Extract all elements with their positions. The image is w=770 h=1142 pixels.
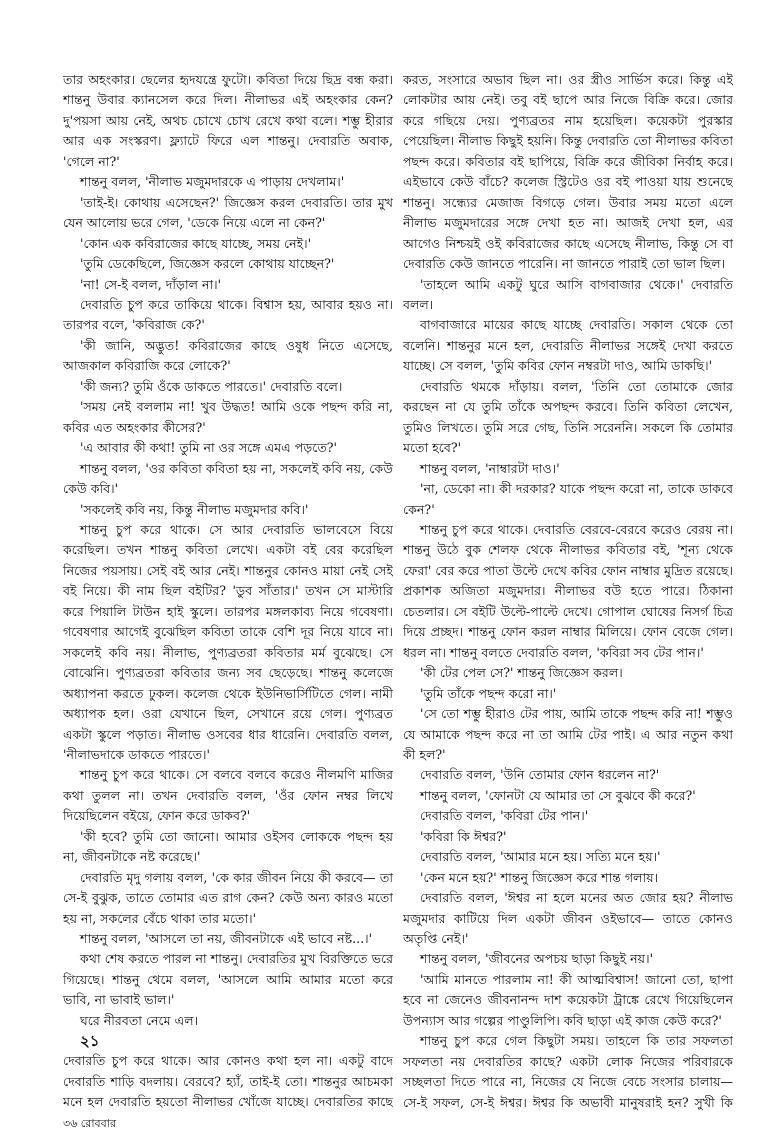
paragraph: শান্তনু বলল, 'জীবনের অপচয় ছাড়া কিছুই নয়।'	[420, 951, 654, 967]
paragraph: দেবারতি বলল, 'ঈশ্বর না হলে মনের অত জোর হয়? নীলাভ মজুমদার কাটিয়ে দিল একটা জীবন ওইভাবে— তাতে কোনও অতৃপ্তি নেই।'	[403, 890, 733, 947]
chapter-number: ২১	[80, 1032, 100, 1051]
paragraph: তার অহংকার। ছেলের হৃদযন্ত্রে ফুটো। কবিতা দিয়ে ছিদ্র বন্ধ করা। শান্তনু উবার ক্যানসেল করে দিল। নীলাভর এই অহংকার কেন? দু'পয়সা আয় নেই, অথচ চোখে চোখ রেখে কথা বলে। শম্ভু হীরার আর এক সংস্করণ। ফ্ল্যাটে ফিরে এল শান্তনু। দেবারতি অবাক, 'গেলে না?'	[63, 72, 393, 169]
paragraph: করত, সংসারে অভাব ছিল না। ওর স্ত্রীও সার্ভিস করে। কিন্তু এই লোকটার আয় নেই। তবু বই ছাপে আর নিজে বিক্রি করে। জোর করে গছিয়ে দেয়। পুণ্যব্রতর নাম হয়েছিল। কয়েকটা পুরস্কার পেয়েছিল। নীলাভ কিছুই হয়নি। কিন্তু দেবারতি তো নীলাভর কবিতা পছন্দ করে। কবিতার বই ছাপিয়ে, বিক্রি করে জীবিকা নির্বাহ করে। এইভাবে কেউ বাঁচে? কলেজ স্ট্রিটেও ওর বই পাওয়া যায় শুনেছে শান্তনু। সন্ধ্যের মেজাজ বিগড়ে গেল। উবার সময় মতো এলে নীলাভ মজুমদারের সঙ্গে দেখা হত না। আজই দেখা হল, এর আগেও নিশ্চয়ই ওই কবিরাজের কাছে এসেছে নীলাভ, কিন্তু সে বা দেবারতি কেউ জানতে পারেনি। না জানতে পারাই তো ভাল ছিল।	[403, 72, 733, 272]
paragraph: দেবারতি মৃদু গলায় বলল, 'কে কার জীবন নিয়ে কী করবে— তা সে-ই বুঝুক, তাতে তোমার এত রাগ কেন? কেউ অন্য কারও মতো হয় না, সকলের বেঁচে থাকা তার মতো।'	[63, 869, 393, 926]
paragraph: 'তাহলে আমি একটু ঘুরে আসি বাগবাজার থেকে।' দেবারতি বলল।	[403, 276, 733, 312]
paragraph: 'তাই-ই। কোথায় এসেছেন?' জিজ্ঞেস করল দেবারতি। তার মুখ যেন আলোয় ভরে গেল, 'ডেকে নিয়ে এলে না কেন?'	[63, 194, 393, 231]
paragraph: 'কী জন্য? তুমি ওঁকে ডাকতে পারতে।' দেবারতি বলে।	[80, 378, 343, 394]
paragraph: 'আমি মানতে পারলাম না! কী আত্মবিশ্বাস! জানো তো, ছাপা হবে না জেনেও জীবনানন্দ দাশ কয়েকটা ট্রাঙ্কে রেখে গিয়েছিলেন উপন্যাস আর গল্পের পাণ্ডুলিপি। কবি ছাড়া এই কাজ কেউ করে?'	[403, 971, 733, 1028]
paragraph: দেবারতি চুপ করে তাকিয়ে থাকে। বিশ্বাস হয়, আবার হয়ও না। তারপর বলে, 'কবিরাজ কে?'	[63, 296, 393, 333]
paragraph: দেবারতি বলল, 'উনি তোমার ফোন ধরলেন না?'	[420, 767, 660, 783]
paragraph: দেবারতি থমকে দাঁড়ায়। বলল, 'তিনি তো তোমাকে জোর করছেন না যে তুমি তাঁকে অপছন্দ করবে। তিনি কবিতা লেখেন, তুমিও লিখতে। তুমি সরে গেছ, তিনি সরেননি। সকলে কি তোমার মতো হবে?'	[403, 378, 733, 456]
paragraph: শান্তনু বলল, 'ফোনটা যে আমার তা সে বুঝবে কী করে?'	[420, 787, 696, 803]
paragraph: দেবারতি বলল, 'কবিরা টের পান।'	[420, 808, 589, 824]
paragraph: বাগবাজারে মায়ের কাছে যাচ্ছে দেবারতি। সকাল থেকে তো বলেনি। শান্তনুর মনে হল, দেবারতি নীলাভর সঙ্গেই দেখা করতে যাচ্ছে। সে বলল, 'তুমি কবির ফোন নম্বরটা দাও, আমি ডাকছি।'	[403, 317, 733, 374]
paragraph: শান্তনু চুপ করে গেল কিছুটা সময়। তাহলে কি তার সফলতা সফলতা নয় দেবারতির কাছে? একটা লোক নিজের পরিবারকে সচ্ছলতা দিতে পারে না, নিজের যে নিজে বেচে সংসার চালায়— সে-ই সফল, সে-ই ঈশ্বর। ঈশ্বর কি অভাবী মানুষরাই হন? সুখী কি	[403, 1033, 733, 1110]
paragraph: 'না! সে-ই বলল, দাঁড়াল না।'	[80, 276, 222, 292]
paragraph: 'কী টের পেল সে?' শান্তনু জিজ্ঞেস করল।	[420, 665, 623, 681]
paragraph: ঘরে নীরবতা নেমে এল।	[80, 1012, 199, 1028]
paragraph: 'কী হবে? তুমি তো জানো। আমার ওইসব লোককে পছন্দ হয় না, জীবনটাকে নষ্ট করেছে।'	[63, 828, 393, 865]
page-footer: ৩৬ রোববার	[63, 1117, 116, 1130]
paragraph: 'সকলেই কবি নয়, কিন্তু নীলাভ মজুমদার কবি।'	[80, 501, 309, 517]
paragraph: শান্তনু চুপ করে থাকে। দেবারতি বেরবে-বেরবে করেও বেরয় না। শান্তনু উঠে বুক শেলফ থেকে নীলাভর কবিতার বই, 'শূন্য থেকে ফেরা' বের করে পাতা উল্টে দেখে কবির ফোন নাম্বার মুদ্রিত রয়েছে। প্রকাশক অজিতা মজুমদার। নীলাভর বউ হতে পারে। ঠিকানা চেতলার। সে বইটি উল্টে-পাল্টে দেখে। গোপাল ঘোষের নিসর্গ চিত্র দিয়ে প্রচ্ছদ। শান্তনু ফোন করল নাম্বার মিলিয়ে। ফোন বেজে গেল। ধরল না। শান্তনু বলতে দেবারতি বলল, 'কবিরা সব টের পান।'	[403, 521, 733, 660]
paragraph: শান্তনু চুপ করে থাকে। সে বলবে বলবে করেও নীলমণি মাজির কথা তুলল না। তখন দেবারতি বলল, 'ওঁর ফোন নম্বর লিখে দিয়েছিলেন বইয়ে, ফোন করে ডাকব?'	[63, 767, 393, 824]
right-column	[403, 70, 733, 1115]
paragraph: শান্তনু বলল, 'নাম্বারটা দাও।'	[420, 460, 560, 476]
paragraph: কথা শেষ করতে পারল না শান্তনু। দেবারতির মুখ বিরক্তিতে ভরে গিয়েছে। শান্তনু থেমে বলল, 'আসলে আমি আমার মতো করে ভাবি, না ভাবাই ভাল।'	[63, 951, 393, 1008]
paragraph: 'কী জানি, অদ্ভুত! কবিরাজের কাছে ওষুধ নিতে এসেছে, আজকাল কবিরাজি করে লোকে?'	[63, 337, 393, 374]
paragraph: 'না, ডেকো না। কী দরকার? যাকে পছন্দ করো না, তাকে ডাকবে কেন?'	[403, 481, 733, 517]
paragraph: শান্তনু বলল, 'ওর কবিতা কবিতা হয় না, সকলেই কবি নয়, কেউ কেউ কবি।'	[63, 460, 393, 497]
paragraph: 'কোন এক কবিরাজের কাছে যাচ্ছে, সময় নেই।'	[80, 235, 312, 251]
paragraph: 'কেন মনে হয়?' শান্তনু জিজ্ঞেস করে শান্ত গলায়।	[420, 869, 659, 885]
paragraph: শান্তনু বলল, 'নীলাভ মজুমদারকে এ পাড়ায় দেখলাম।'	[80, 174, 345, 190]
paragraph: 'কবিরা কি ঈশ্বর?'	[420, 828, 507, 844]
paragraph: শান্তনু চুপ করে থাকে। সে আর দেবারতি ভালবেসে বিয়ে করেছিল। তখন শান্তনু কবিতা লেখে। একটা বই বের করেছিল নিজের পয়সায়। সেই বই আর নেই। শান্তনুর কোনও মায়া নেই সেই বই নিয়ে। কী নাম ছিল বইটির? 'ডুব সাঁতার।' তখন সে মাস্টারি করে পিয়ালি টাউন হাই স্কুলে। তারপর মঙ্গলকাব্য নিয়ে গবেষণা। গবেষণার আগেই বুঝেছিল কবিতা তাকে বেশি দূর নিয়ে যাবে না। সকলেই কবি নয়। নীলাভ, পুণ্যব্রতরা কবিতার মর্ম বুঝেছে। সে বোঝেনি। পুণ্যব্রতরা কবিতার জন্য সব ছেড়েছে। শান্তনু কলেজে অধ্যাপনা করতে ঢুকল। কলেজ থেকে ইউনিভার্সিটিতে গেল। নামী অধ্যাপক হল। ওরা যেখানে ছিল, সেখানে রয়ে গেল। পুণ্যব্রত একটা স্কুলে পড়াত। নীলাভ ওসবের ধার ধারেনি। দেবারতি বলল, 'নীলাভদাকে ডাকতে পারতে।'	[63, 521, 393, 762]
paragraph: দেবারতি চুপ করে থাকে। আর কোনও কথা হল না। একটু বাদে দেবারতি শাড়ি বদলায়। বেরবে? হ্যাঁ, তাই-ই তো। শান্তনুর আচমকা মনে হল দেবারতি হয়তো নীলাভর খোঁজে যাচ্ছে। দেবারতির কাছে	[63, 1053, 393, 1110]
paragraph: 'সে তো শম্ভু হীরাও টের পায়, আমি তাকে পছন্দ করি না! শম্ভুও যে আমাকে পছন্দ করে না তা আমি টের পাই। এ আর নতুন কথা কী হল?'	[403, 706, 733, 762]
paragraph: 'তুমি ডেকেছিলে, জিজ্ঞেস করলে কোথায় যাচ্ছেন?'	[80, 256, 335, 272]
paragraph: 'তুমি তাঁকে পছন্দ করো না।'	[420, 685, 557, 701]
left-column	[63, 70, 393, 1115]
paragraph: দেবারতি বলল, 'আমার মনে হয়। সত্যি মনে হয়।'	[420, 849, 661, 865]
paragraph: শান্তনু বলল, 'আসলে তা নয়, জীবনটাকে এই ভাবে নষ্ট...।'	[80, 931, 373, 947]
paragraph: 'এ আবার কী কথা! তুমি না ওর সঙ্গে এমএ পড়তে?'	[80, 440, 338, 456]
paragraph: 'সময় নেই বললাম না! খুব উদ্ধত! আমি ওকে পছন্দ করি না, কবির এত অহংকার কীসের?'	[63, 399, 393, 435]
